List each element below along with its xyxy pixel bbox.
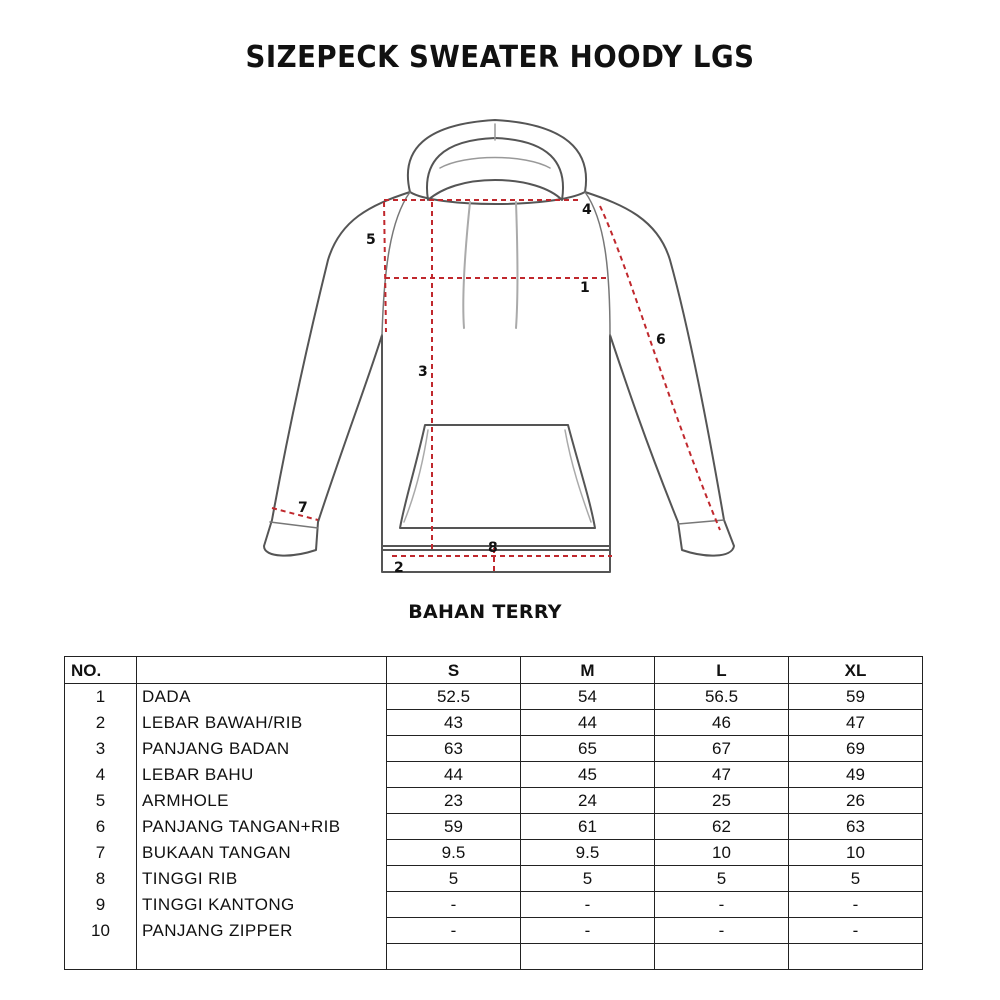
value-l: 46 <box>655 710 789 736</box>
value-s: 43 <box>387 710 521 736</box>
row-label: PANJANG ZIPPER <box>137 918 387 944</box>
value-s: - <box>387 918 521 944</box>
header-size-m: M <box>521 657 655 684</box>
value-l: 5 <box>655 866 789 892</box>
header-no: NO. <box>65 657 137 684</box>
table-row <box>65 762 923 788</box>
row-number: 1 <box>65 684 137 710</box>
hoodie-diagram <box>250 110 750 590</box>
value-l: - <box>655 892 789 918</box>
value-m: 54 <box>521 684 655 710</box>
row-number: 10 <box>65 918 137 944</box>
value-m: - <box>521 918 655 944</box>
value-m: 61 <box>521 814 655 840</box>
annotation-6: 6 <box>656 332 666 348</box>
value-l: 62 <box>655 814 789 840</box>
annotation-1: 1 <box>580 280 590 296</box>
measure-5-armhole <box>384 202 386 332</box>
value-s: 59 <box>387 814 521 840</box>
measure-7-cuff <box>272 508 318 520</box>
value-s: 5 <box>387 866 521 892</box>
annotation-4: 4 <box>582 202 592 218</box>
table-row <box>65 892 923 918</box>
table-body <box>65 684 923 970</box>
row-label: PANJANG BADAN <box>137 736 387 762</box>
header-size-xl: XL <box>789 657 923 684</box>
value-xl: 26 <box>789 788 923 814</box>
page-title: SIZEPECK SWEATER HOODY LGS <box>245 40 755 75</box>
row-number: 7 <box>65 840 137 866</box>
value-l: 47 <box>655 762 789 788</box>
value-l: 56.5 <box>655 684 789 710</box>
value-xl: - <box>789 892 923 918</box>
table-row <box>65 866 923 892</box>
annotation-8: 8 <box>488 540 498 556</box>
value-m: 45 <box>521 762 655 788</box>
row-label: LEBAR BAWAH/RIB <box>137 710 387 736</box>
drawstring-right <box>516 202 518 328</box>
value-xl: 47 <box>789 710 923 736</box>
drawstring-left <box>463 202 470 328</box>
value-m: 24 <box>521 788 655 814</box>
value-m: 44 <box>521 710 655 736</box>
value-l: 67 <box>655 736 789 762</box>
row-label: ARMHOLE <box>137 788 387 814</box>
row-number: 4 <box>65 762 137 788</box>
header-size-s: S <box>387 657 521 684</box>
value-s: - <box>387 892 521 918</box>
value-s: 63 <box>387 736 521 762</box>
value-m <box>521 944 655 970</box>
fabric-label: BAHAN TERRY <box>408 601 562 623</box>
table-row <box>65 710 923 736</box>
table-row <box>65 918 923 944</box>
value-m: 5 <box>521 866 655 892</box>
header-size-l: L <box>655 657 789 684</box>
value-xl: 69 <box>789 736 923 762</box>
value-xl: 63 <box>789 814 923 840</box>
table-row <box>65 684 923 710</box>
value-s: 52.5 <box>387 684 521 710</box>
row-label: DADA <box>137 684 387 710</box>
row-label: TINGGI KANTONG <box>137 892 387 918</box>
value-xl: 10 <box>789 840 923 866</box>
row-number: 8 <box>65 866 137 892</box>
row-number: 3 <box>65 736 137 762</box>
row-number: 9 <box>65 892 137 918</box>
value-l <box>655 944 789 970</box>
row-number <box>65 944 137 970</box>
header-label <box>137 657 387 684</box>
table-row <box>65 788 923 814</box>
value-xl <box>789 944 923 970</box>
row-number: 6 <box>65 814 137 840</box>
annotation-3: 3 <box>418 364 428 380</box>
body-outline <box>264 192 734 556</box>
annotation-2: 2 <box>394 560 404 576</box>
value-xl: 49 <box>789 762 923 788</box>
measure-6-sleeve <box>600 206 720 530</box>
table-row <box>65 814 923 840</box>
value-l: 10 <box>655 840 789 866</box>
value-m: 65 <box>521 736 655 762</box>
row-label: BUKAAN TANGAN <box>137 840 387 866</box>
row-label: LEBAR BAHU <box>137 762 387 788</box>
table-header-row <box>65 657 923 684</box>
value-s: 9.5 <box>387 840 521 866</box>
table-row <box>65 736 923 762</box>
value-m: 9.5 <box>521 840 655 866</box>
hood-outline <box>408 120 586 192</box>
value-xl: 59 <box>789 684 923 710</box>
annotation-7: 7 <box>298 500 308 516</box>
value-s <box>387 944 521 970</box>
value-m: - <box>521 892 655 918</box>
row-number: 5 <box>65 788 137 814</box>
row-number: 2 <box>65 710 137 736</box>
value-xl: - <box>789 918 923 944</box>
row-label: TINGGI RIB <box>137 866 387 892</box>
table-row <box>65 840 923 866</box>
value-s: 23 <box>387 788 521 814</box>
pocket-outline <box>400 425 595 528</box>
annotation-5: 5 <box>366 232 376 248</box>
row-label: PANJANG TANGAN+RIB <box>137 814 387 840</box>
value-l: 25 <box>655 788 789 814</box>
value-xl: 5 <box>789 866 923 892</box>
value-l: - <box>655 918 789 944</box>
size-chart-table <box>64 656 923 970</box>
table-row <box>65 944 923 970</box>
value-s: 44 <box>387 762 521 788</box>
hood-opening <box>427 138 563 200</box>
row-label <box>137 944 387 970</box>
